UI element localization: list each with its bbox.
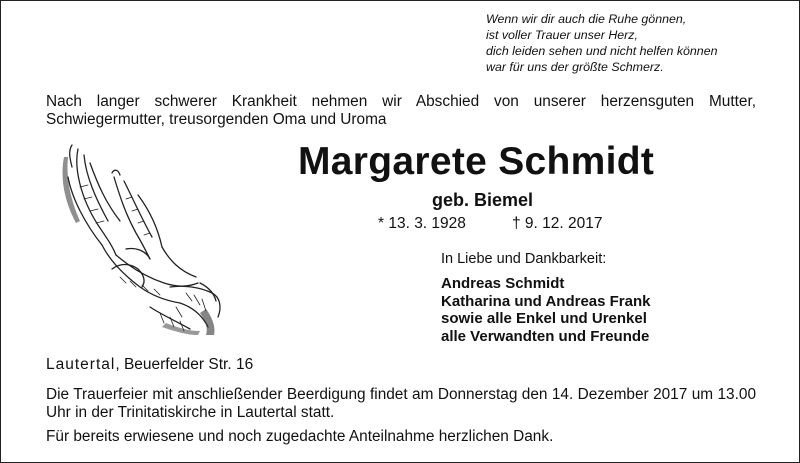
deceased-name: Margarete Schmidt	[298, 140, 655, 183]
life-dates	[378, 215, 603, 233]
mourners-heading: In Liebe und Dankbarkeit:	[441, 251, 607, 267]
birth-date: * 13. 3. 1928	[378, 215, 466, 232]
mourner-line: Andreas Schmidt	[441, 275, 565, 292]
address-city: Lautertal	[46, 356, 116, 373]
poem-line: dich leiden sehen und nicht helfen können	[486, 44, 718, 58]
closing-text: Für bereits erwiesene und noch zugedachte Anteilnahme herzlichen Dank.	[46, 428, 554, 445]
poem-line: ist voller Trauer unser Herz,	[486, 28, 638, 42]
address	[46, 356, 253, 374]
poem	[486, 11, 786, 75]
intro-text: Nach langer schwerer Krankheit nehmen wir Abschied von unserer herzensguten Mutter, Schwiegermutter, treusorgenden Oma und Uroma	[46, 93, 756, 128]
mourners-list	[441, 275, 651, 345]
mourner-line: sowie alle Enkel und Urenkel	[441, 310, 647, 327]
mourner-line: Katharina und Andreas Frank	[441, 292, 651, 310]
praying-hands-icon	[50, 137, 225, 337]
service-text: Die Trauerfeier mit anschließender Beerdigung findet am Donnerstag den 14. Dezember 2017 um 13.00 Uhr in der Trinitatiskirche in Lautertal statt.	[46, 386, 756, 421]
maiden-name: geb. Biemel	[432, 190, 534, 210]
address-street: , Beuerfelder Str. 16	[115, 356, 254, 373]
poem-line: war für uns der größte Schmerz.	[486, 60, 664, 74]
mourner-line: alle Verwandten und Freunde	[441, 327, 650, 345]
poem-line: Wenn wir dir auch die Ruhe gönnen,	[486, 12, 687, 26]
death-date: † 9. 12. 2017	[512, 215, 603, 232]
